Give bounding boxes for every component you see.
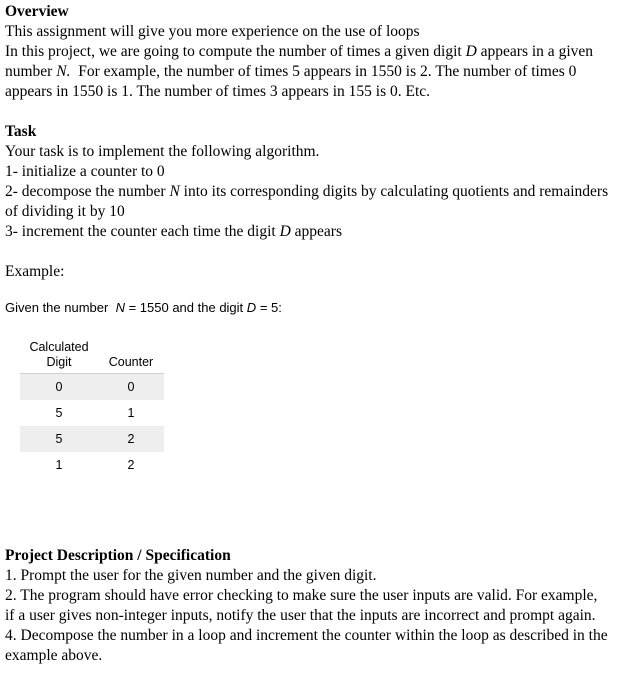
task-section (5, 122, 627, 242)
task-step-1: 1- initialize a counter to 0 (5, 163, 165, 180)
task-heading: Task (5, 123, 37, 140)
overview-heading: Overview (5, 3, 69, 20)
example-table (20, 338, 164, 478)
spec-line: 2. The program should have error checking to make sure the user inputs are valid. For example, (5, 587, 598, 604)
spec-line: 1. Prompt the user for the given number and the given digit. (5, 567, 377, 584)
spec-line: example above. (5, 647, 103, 664)
variable-n: N (115, 300, 125, 315)
table-cell-counter: 2 (98, 426, 164, 452)
specification-heading: Project Description / Specification (5, 547, 231, 564)
overview-line: This assignment will give you more experience on the use of loops (5, 23, 420, 40)
table-row (20, 374, 164, 401)
specification-section (5, 546, 627, 666)
example-label: Example: (5, 263, 65, 280)
table-cell-counter: 1 (127, 406, 135, 420)
header-calculated-digit: Calculated Digit (20, 338, 98, 374)
table-row (20, 452, 164, 478)
example-given-line: Given the number N = 1550 and the digit D = 5: (5, 300, 282, 315)
variable-n: N. (56, 63, 71, 80)
table-cell-digit: 5 (20, 426, 98, 452)
overview-line: appears in 1550 is 1. The number of times 3 appears in 155 is 0. Etc. (5, 83, 431, 100)
table-row (20, 400, 164, 426)
task-intro: Your task is to implement the following algorithm. (5, 143, 320, 160)
overview-section (5, 2, 627, 102)
task-step-2-cont: of dividing it by 10 (5, 203, 125, 220)
overview-line: number N. For example, the number of times 5 appears in 1550 is 2. The number of times 0 (5, 63, 577, 80)
table-cell-digit: 5 (55, 406, 63, 420)
spec-line: 4. Decompose the number in a loop and increment the counter within the loop as described in the (5, 627, 608, 644)
overview-line: In this project, we are going to compute the number of times a given digit D appears in a given (5, 43, 594, 60)
task-step-3: 3- increment the counter each time the digit D appears (5, 223, 343, 240)
spec-line: if a user gives non-integer inputs, notify the user that the inputs are incorrect and prompt again. (5, 607, 596, 624)
variable-d: D (246, 300, 257, 315)
table-cell-counter: 0 (98, 374, 164, 401)
task-step-2: 2- decompose the number N into its corresponding digits by calculating quotients and remainders (5, 183, 609, 200)
variable-d: D (465, 43, 477, 60)
variable-n: N (169, 183, 180, 200)
table-header-row (20, 338, 164, 374)
table-cell-digit: 1 (55, 458, 63, 472)
header-counter: Counter (98, 338, 164, 374)
table-cell-counter: 2 (127, 458, 135, 472)
variable-d: D (279, 223, 291, 240)
table-cell-digit: 0 (20, 374, 98, 401)
table-row (20, 426, 164, 452)
